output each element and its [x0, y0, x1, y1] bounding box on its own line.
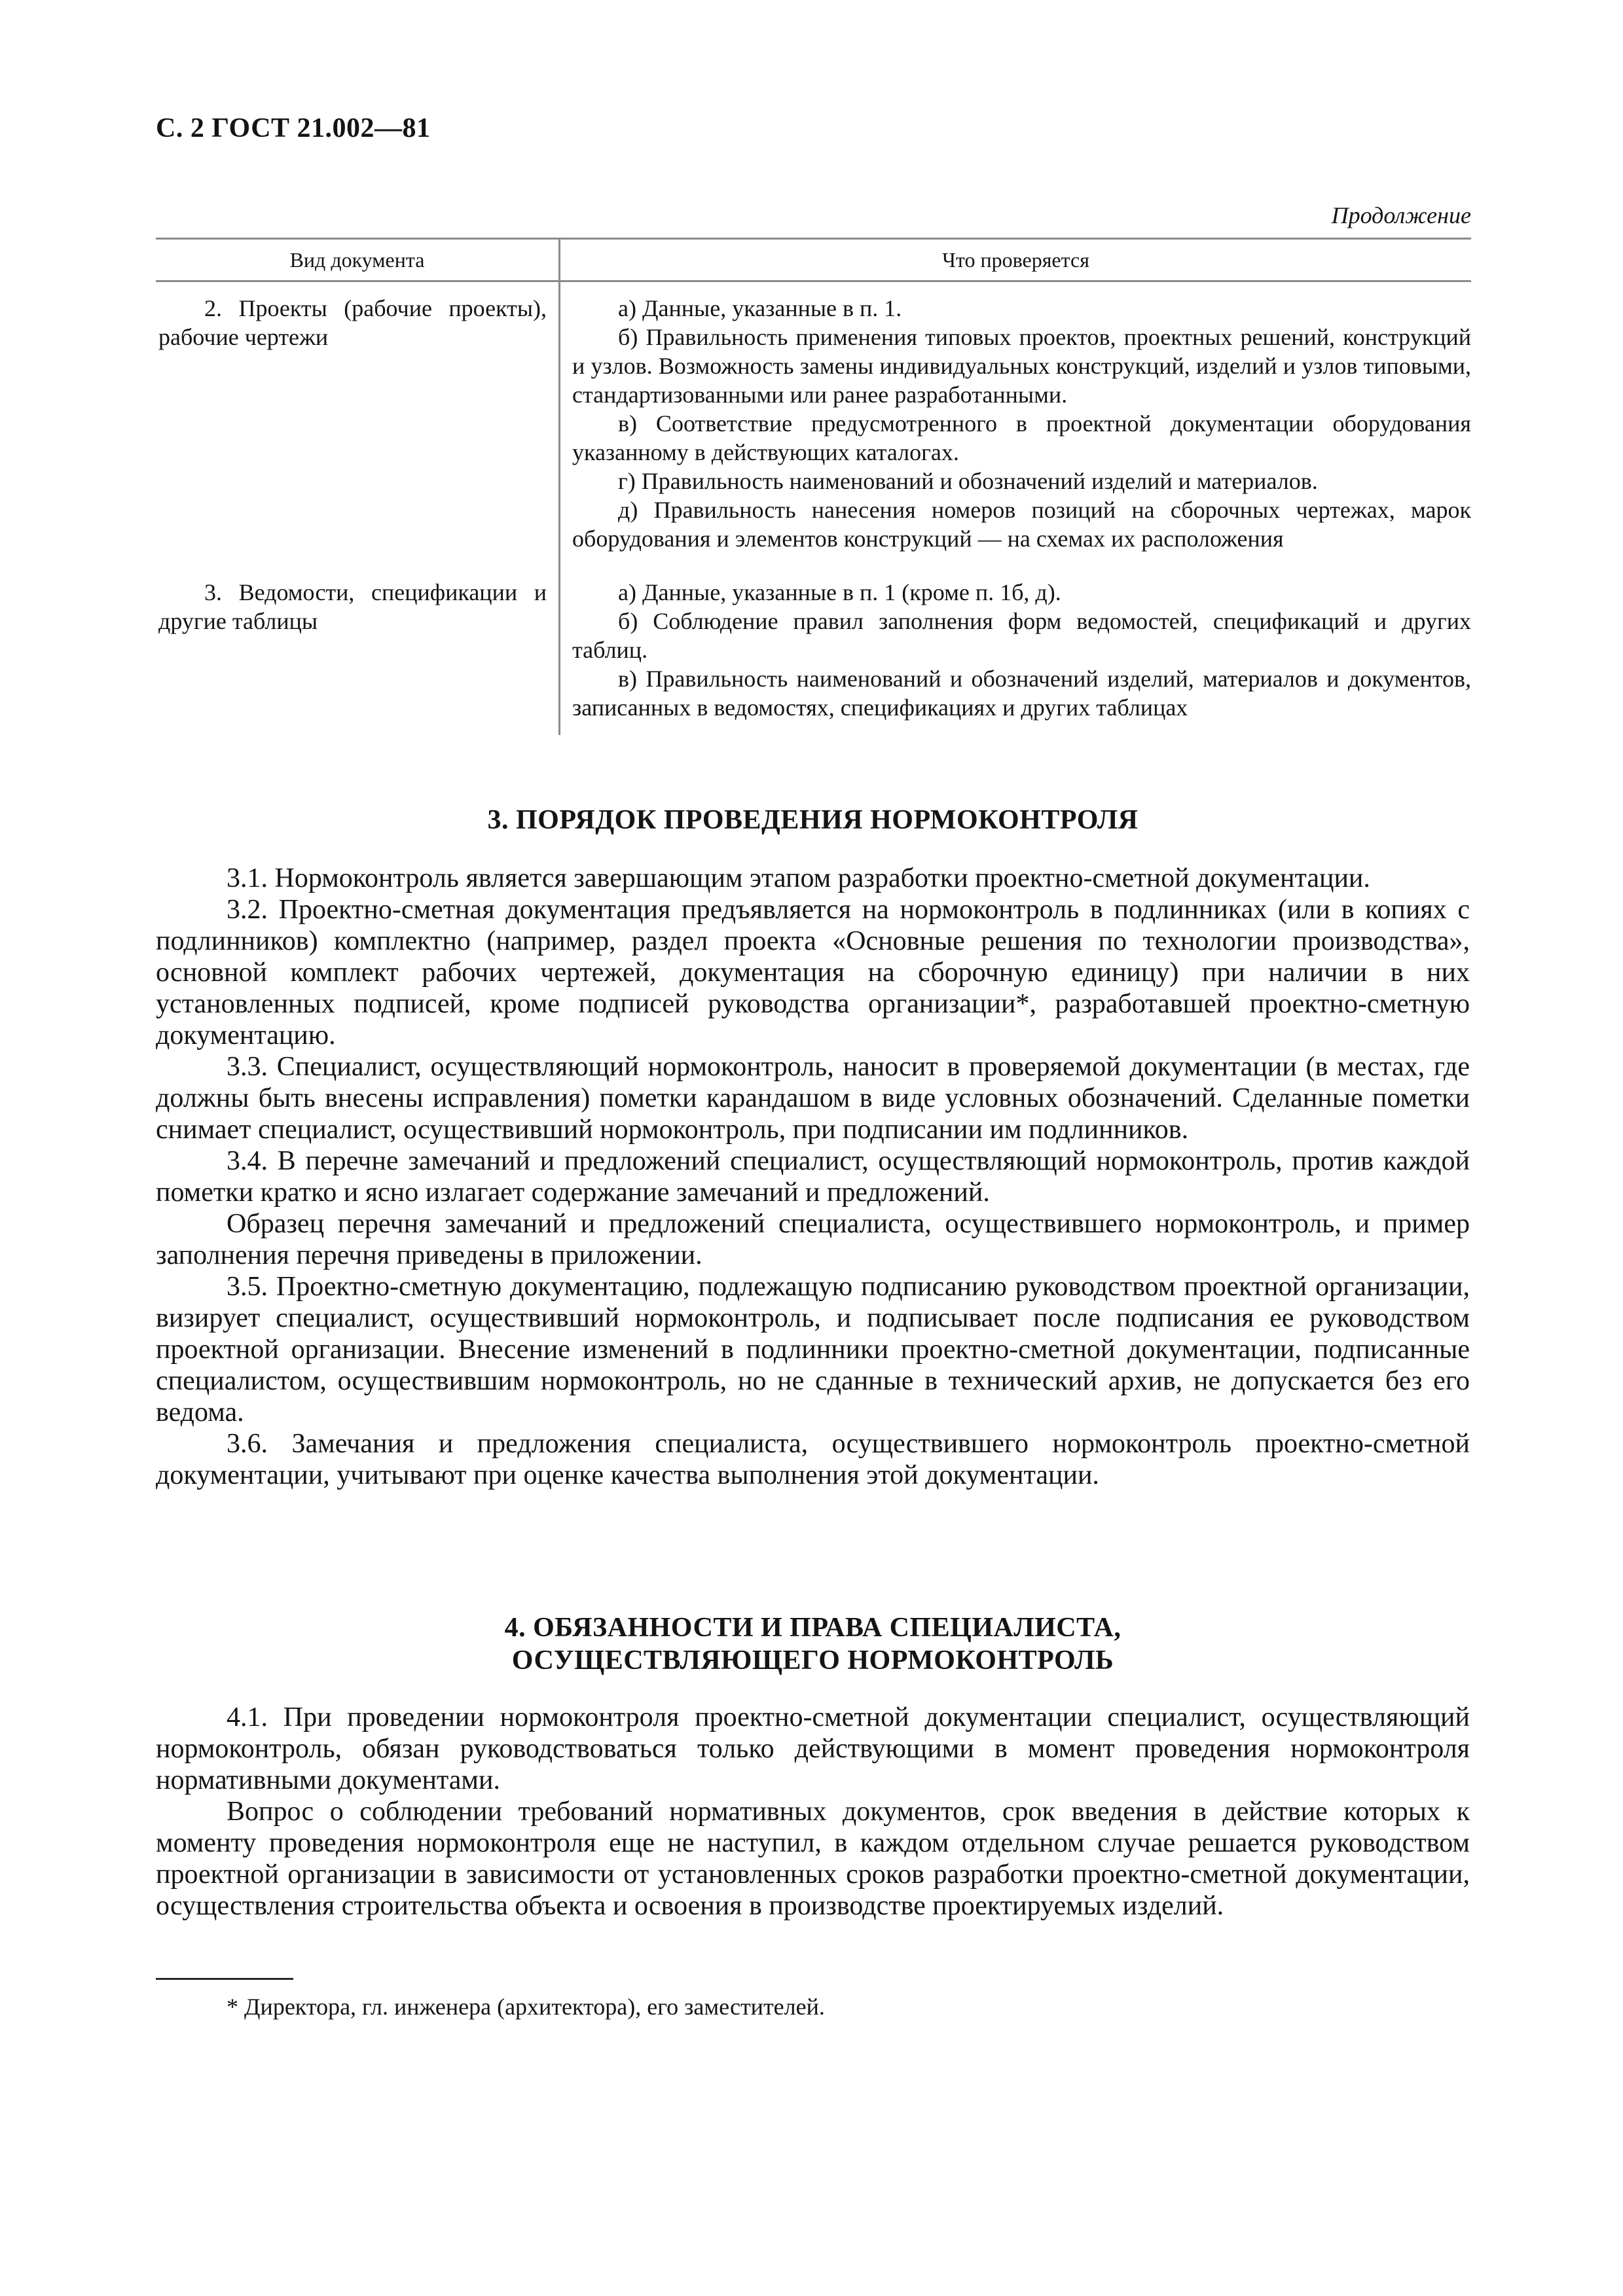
- page-header: С. 2 ГОСТ 21.002—81: [156, 113, 431, 143]
- paragraph-3-2: 3.2. Проектно-сметная документация предъявляется на нормоконтроль в подлинниках (или в копиях с подлинников) комплектно (например, раздел проекта «Основные решения по технологии производства», основной комплект рабочих чертежей, документация на сборочную единицу) при наличии в них установленных подписей, кроме подписей руководства организации*, разработавшей проектно-сметную документацию.: [156, 895, 1470, 1050]
- check-item: б) Правильность применения типовых проектов, проектных решений, конструкций и узлов. Возможность замены индивидуальных конструкций, изделий и узлов типовыми, стандартизованными или ранее разработанными.: [572, 324, 1471, 408]
- paragraph-3-1: 3.1. Нормоконтроль является завершающим этапом разработки проектно-сметной документации.: [227, 863, 1370, 893]
- check-item: а) Данные, указанные в п. 1.: [618, 295, 902, 321]
- paragraph-3-4-sample: Образец перечня замечаний и предложений специалиста, осуществившего нормоконтроль, и пример заполнения перечня приведены в приложении.: [156, 1209, 1470, 1270]
- paragraph-3-4: 3.4. В перечне замечаний и предложений специалист, осуществляющий нормоконтроль, против каждой пометки кратко и ясно излагает содержание замечаний и предложений.: [156, 1146, 1470, 1208]
- check-item: а) Данные, указанные в п. 1 (кроме п. 1б, д).: [618, 579, 1061, 605]
- section-3-body: [156, 863, 1470, 1491]
- paragraph-3-5: 3.5. Проектно-сметную документацию, подлежащую подписанию руководством проектной организации, визирует специалист, осуществивший нормоконтроль, и подписывает после подписания ее руководством проектной организации. Внесение изменений в подлинники проектно-сметной документации, подписанные специалистом, осуществившим нормоконтроль, но не сданные в технический архив, не допускается без его ведома.: [156, 1272, 1470, 1427]
- paragraph-4-1-note: Вопрос о соблюдении требований нормативных документов, срок введения в действие которых к моменту проведения нормоконтроля еще не наступил, в каждом отдельном случае решается руководством проектной организации в зависимости от установленных сроков разработки проектно-сметной документации, осуществления строительства объекта и освоения в производстве проектируемых изделий.: [156, 1797, 1470, 1921]
- document-type-cell: 3. Ведомости, спецификации и другие таблицы: [156, 566, 560, 735]
- check-item: б) Соблюдение правил заполнения форм ведомостей, спецификаций и других таблиц.: [572, 608, 1471, 663]
- section-title: 3. ПОРЯДОК ПРОВЕДЕНИЯ НОРМОКОНТРОЛЯ: [487, 805, 1139, 835]
- section-4-body: [156, 1702, 1470, 1922]
- check-item: г) Правильность наименований и обозначений изделий и материалов.: [618, 468, 1318, 494]
- column-header-checked-items: Что проверяется: [560, 239, 1472, 281]
- section-title-line-2: ОСУЩЕСТВЛЯЮЩЕГО НОРМОКОНТРОЛЬ: [511, 1645, 1114, 1676]
- document-type-cell: 2. Проекты (рабочие проекты), рабочие чертежи: [156, 281, 560, 567]
- table-continuation-label: Продолжение: [1331, 202, 1471, 228]
- checks-cell: [560, 281, 1472, 567]
- table-row: [156, 281, 1471, 567]
- table-row: [156, 566, 1471, 735]
- section-3-heading: [156, 804, 1470, 836]
- footnote: * Директора, гл. инженера (архитектора), его заместителей.: [227, 1994, 825, 2020]
- checks-cell: [560, 566, 1472, 735]
- table-header-row: [156, 239, 1471, 281]
- paragraph-3-3: 3.3. Специалист, осуществляющий нормоконтроль, наносит в проверяемой документации (в местах, где должны быть внесены исправления) пометки карандашом в виде условных обозначений. Сделанные пометки снимает специалист, осуществивший нормоконтроль, при подписании им подлинников.: [156, 1052, 1470, 1145]
- section-title-line-1: 4. ОБЯЗАННОСТИ И ПРАВА СПЕЦИАЛИСТА,: [504, 1613, 1122, 1643]
- section-4-heading: [156, 1611, 1470, 1677]
- verification-table: [156, 238, 1471, 735]
- check-item: в) Правильность наименований и обозначений изделий, материалов и документов, записанных в ведомостях, спецификациях и других таблицах: [572, 666, 1471, 721]
- paragraph-3-6: 3.6. Замечания и предложения специалиста, осуществившего нормоконтроль проектно-сметной документации, учитывают при оценке качества выполнения этой документации.: [156, 1429, 1470, 1490]
- check-item: в) Соответствие предусмотренного в проектной документации оборудования указанному в действующих каталогах.: [572, 410, 1471, 465]
- footnote-divider: [156, 1978, 293, 1980]
- paragraph-4-1: 4.1. При проведении нормоконтроля проектно-сметной документации специалист, осуществляющий нормоконтроль, обязан руководствоваться только действующими в момент проведения нормоконтроля нормативными документами.: [156, 1702, 1470, 1795]
- check-item: д) Правильность нанесения номеров позиций на сборочных чертежах, марок оборудования и элементов конструкций — на схемах их расположения: [572, 497, 1471, 552]
- column-header-document-type: Вид документа: [156, 239, 560, 281]
